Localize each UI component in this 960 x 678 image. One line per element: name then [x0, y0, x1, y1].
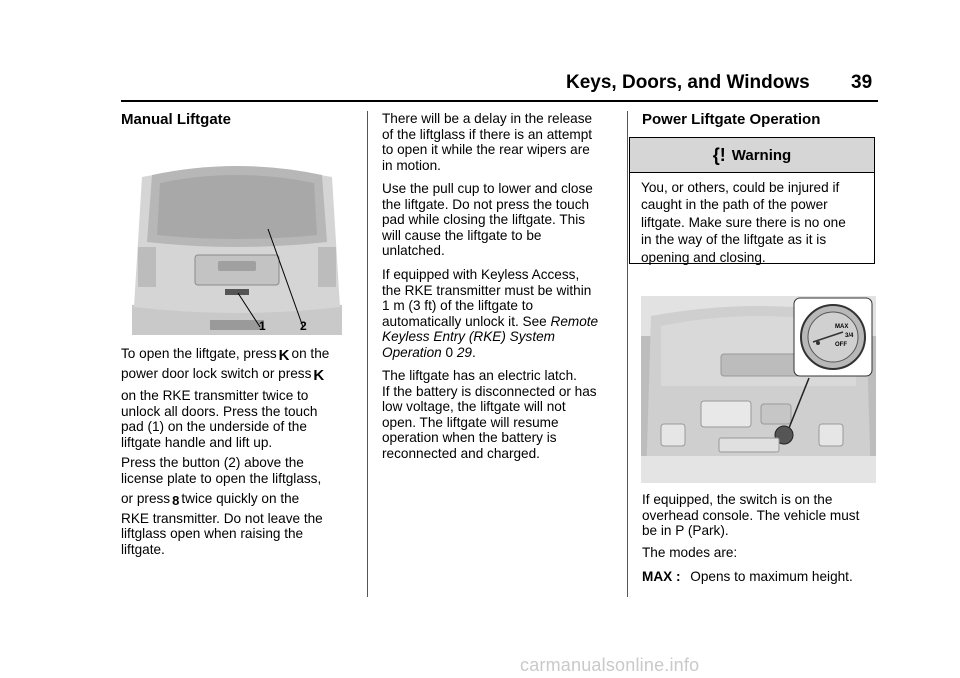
mode-max-description: Opens to maximum height. [690, 569, 853, 584]
text-line: license plate to open the liftglass, [121, 470, 322, 486]
warning-header [630, 138, 874, 173]
text-line: liftgate handle and lift up. [121, 434, 273, 450]
text-line: open. The liftgate will resume [382, 414, 559, 430]
mode-max-label: MAX : [642, 569, 681, 584]
text-line: the RKE transmitter must be within [382, 282, 592, 298]
text-line: low voltage, the liftgate will not [382, 399, 566, 415]
warning-icon: {! [712, 145, 726, 165]
warning-body [630, 173, 874, 266]
page-ref-icon: 0 [445, 344, 454, 360]
text-line: RKE transmitter. Do not leave the [121, 510, 323, 526]
text-line: be in P (Park). [642, 523, 729, 539]
header-rule [121, 100, 878, 102]
text-line: reconnected and charged. [382, 445, 540, 461]
text-line: If equipped with Keyless Access, [382, 267, 580, 282]
text-line: If the battery is disconnected or has [382, 383, 597, 399]
delay-paragraph [382, 111, 622, 173]
keyless-access-paragraph [382, 267, 622, 361]
text-line: to open it while the rear wipers are [382, 142, 590, 158]
dial-label-three-quarter: 3/4 [845, 333, 854, 339]
rke-reference-link[interactable]: Keyless Entry (RKE) System [382, 329, 555, 345]
text-line: power door lock switch or press [121, 366, 312, 381]
liftgate-rear-illustration [120, 137, 354, 335]
mode-max-row [642, 569, 853, 584]
text-line: You, or others, could be injured if [641, 180, 840, 195]
manual-liftgate-heading: Manual Liftgate [121, 111, 232, 128]
liftgate-rear-figure [120, 137, 354, 335]
text-line: The liftgate has an electric latch. [382, 368, 577, 383]
power-liftgate-heading: Power Liftgate Operation [642, 111, 821, 128]
warning-box [629, 137, 875, 264]
text-line: in motion. [382, 157, 441, 173]
dial-label-off: OFF [835, 342, 847, 348]
page-number: 39 [851, 72, 873, 93]
text-line: pad while closing the liftgate. This [382, 212, 586, 228]
text-line: or press [121, 490, 171, 506]
text-line: on the RKE transmitter twice to [121, 388, 309, 403]
text-line: unlatched. [382, 243, 445, 259]
text-line: in the way of the liftgate as it is [641, 232, 827, 248]
column-divider-left [367, 111, 368, 597]
column-divider-right [627, 111, 628, 597]
watermark: carmanualsonline.info [520, 655, 700, 675]
text-line: opening and closing. [641, 249, 766, 265]
page-ref-number[interactable]: 29 [456, 344, 472, 360]
text-line: unlock all doors. Press the touch [121, 403, 318, 419]
text-line: the liftgate. Do not press the touch [382, 196, 590, 212]
figure-label-1: 1 [259, 319, 266, 333]
text-line: To open the liftgate, press [121, 346, 277, 361]
text-line: pad (1) on the underside of the [121, 419, 307, 435]
pull-cup-paragraph [382, 181, 622, 259]
text-line: operation when the battery is [382, 430, 557, 446]
manual-liftgate-para2 [121, 455, 361, 557]
overhead-console-figure [641, 296, 876, 483]
text-line: If equipped, the switch is on the [642, 492, 833, 507]
dial-label-max: MAX [835, 324, 849, 330]
text-line: overhead console. The vehicle must [642, 507, 860, 523]
text-line: automatically unlock it. See [382, 313, 547, 329]
text-line: . [471, 344, 476, 360]
electric-latch-paragraph [382, 368, 622, 462]
figure-label-2: 2 [300, 319, 307, 333]
rke-reference-link[interactable]: Operation [382, 344, 442, 360]
key-unlock-icon: K [278, 347, 290, 364]
text-line: 1 m (3 ft) of the liftgate to [382, 298, 534, 314]
text-line: of the liftglass if there is an attempt [382, 126, 593, 142]
key-unlock-icon: K [313, 367, 325, 384]
rke-reference-link[interactable]: Remote [550, 313, 599, 329]
liftgate-rke-icon: 8 [172, 492, 180, 508]
text-line: There will be a delay in the release [382, 111, 593, 126]
text-line: liftgate. [121, 541, 165, 557]
section-title: Keys, Doors, and Windows [566, 72, 810, 93]
warning-title: Warning [731, 146, 792, 164]
modes-intro: The modes are: [642, 545, 738, 560]
text-line: will cause the liftgate to be [382, 227, 542, 243]
text-line: liftgate. Make sure there is no one [641, 214, 846, 230]
text-line: liftglass open when raising the [121, 526, 304, 542]
text-line: caught in the path of the power [641, 197, 828, 213]
text-line: on the [291, 346, 330, 361]
text-line: Use the pull cup to lower and close [382, 181, 593, 196]
text-line: twice quickly on the [181, 490, 300, 506]
text-line: Press the button (2) above the [121, 455, 304, 470]
manual-liftgate-para1 [121, 346, 361, 450]
switch-location-paragraph [642, 492, 882, 539]
